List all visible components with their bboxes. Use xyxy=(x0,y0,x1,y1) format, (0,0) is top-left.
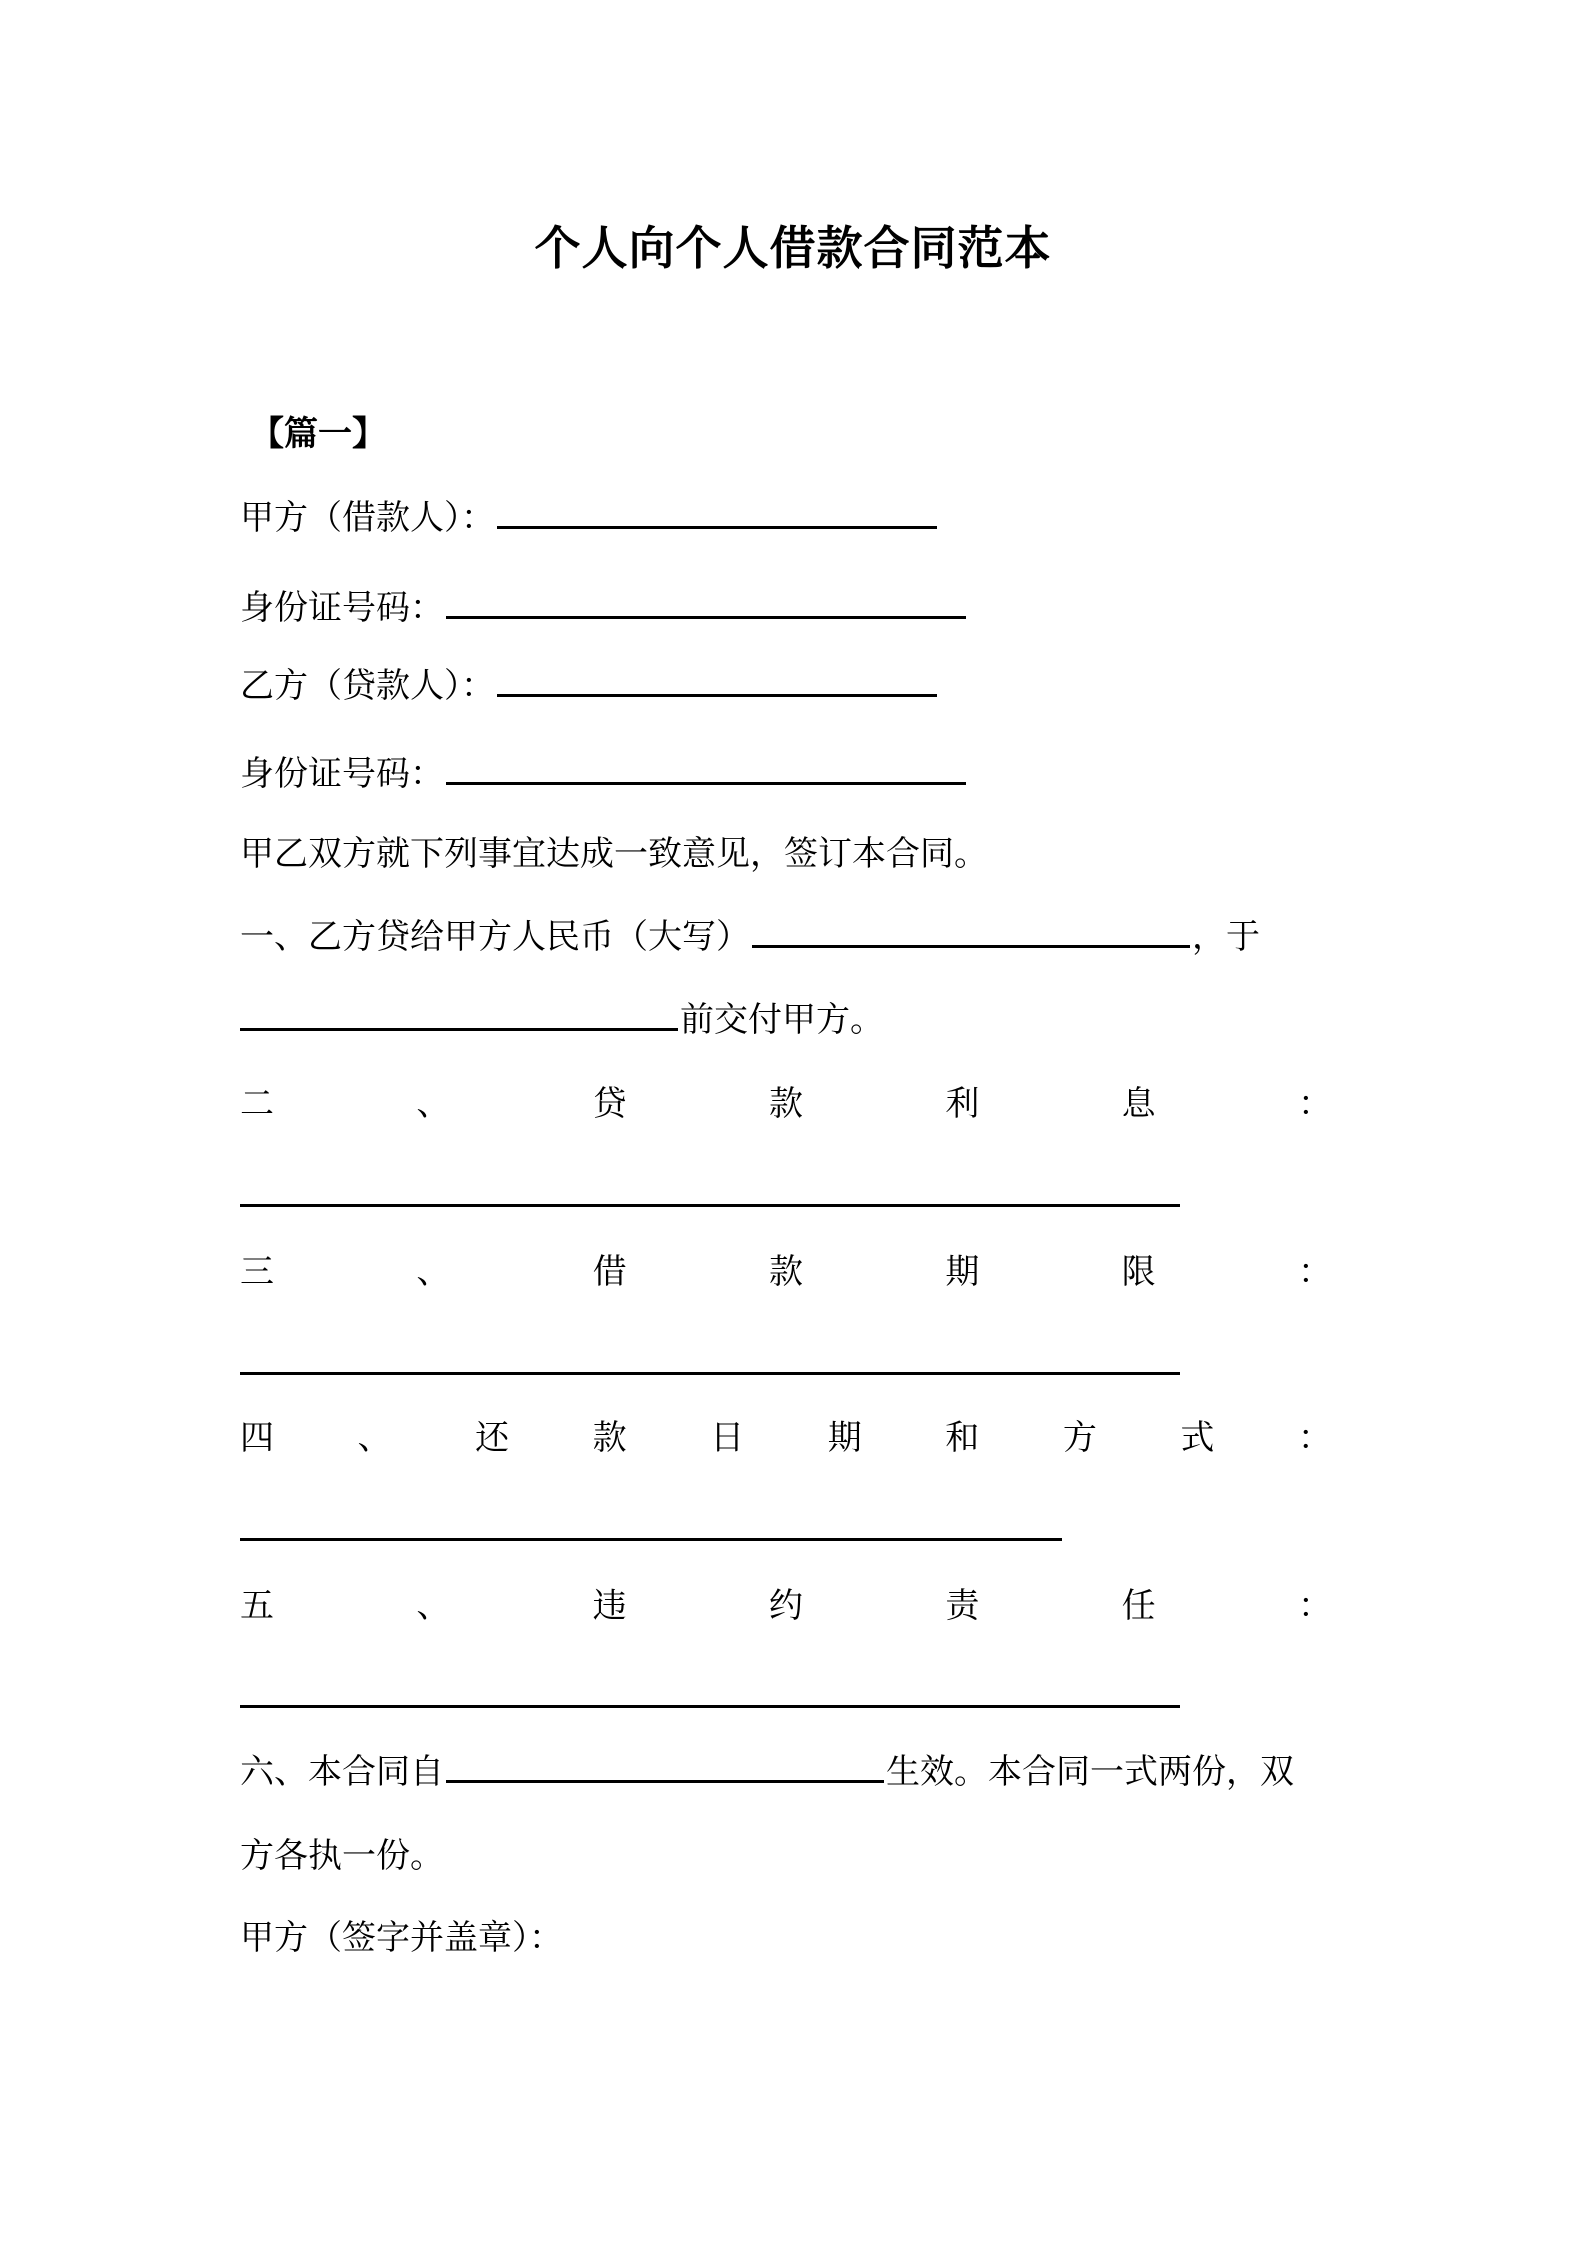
clause-5-blank[interactable] xyxy=(240,1705,1180,1708)
clause-2-char: 款 xyxy=(768,1084,803,1124)
clause-4-char: 日 xyxy=(710,1418,745,1458)
clause-2-char: 利 xyxy=(945,1084,980,1124)
clause-6-suffix: 生效。本合同一式两份，双 xyxy=(886,1752,1294,1792)
clause-2-char: 、 xyxy=(416,1084,451,1124)
clause-5-char: 责 xyxy=(945,1586,980,1626)
clause-5-char: 五 xyxy=(240,1586,274,1626)
clause-3-char: 、 xyxy=(416,1252,451,1292)
clause-5-char: 违 xyxy=(592,1586,627,1626)
clause-2-heading xyxy=(240,1082,1332,1126)
clause-6-date-blank[interactable] xyxy=(446,1750,884,1783)
clause-5-heading xyxy=(240,1584,1332,1628)
clause-4-char: ： xyxy=(1297,1418,1332,1458)
document-title: 个人向个人借款合同范本 xyxy=(534,221,1052,275)
clause-5-char: 、 xyxy=(416,1586,451,1626)
party-b-row xyxy=(240,664,939,708)
clause-4-heading xyxy=(240,1416,1332,1460)
clause-6-row xyxy=(240,1750,1294,1794)
signature-label: 甲方（签字并盖章）： xyxy=(240,1918,563,1958)
clause-6-cont: 方各执一份。 xyxy=(240,1836,444,1876)
clause-3-blank[interactable] xyxy=(240,1372,1180,1375)
clause-1-suffix: 前交付甲方。 xyxy=(680,1000,884,1040)
clause-3-heading xyxy=(240,1250,1332,1294)
clause-2-blank[interactable] xyxy=(240,1204,1180,1207)
clause-1-amount-blank[interactable] xyxy=(752,915,1190,948)
clause-4-blank[interactable] xyxy=(240,1538,1062,1541)
clause-4-char: 四 xyxy=(240,1418,274,1458)
party-a-id-label: 身份证号码： xyxy=(240,588,444,628)
clause-1-row xyxy=(240,915,1260,959)
clause-4-char: 、 xyxy=(357,1418,392,1458)
party-a-row xyxy=(240,496,939,540)
clause-3-char: 借 xyxy=(592,1252,627,1292)
party-b-id-row xyxy=(240,752,968,796)
clause-5-char: ： xyxy=(1297,1586,1332,1626)
clause-1-date-blank[interactable] xyxy=(240,998,678,1031)
clause-1-prefix: 一、乙方贷给甲方人民币（大写） xyxy=(240,917,750,957)
clause-2-char: ： xyxy=(1297,1084,1332,1124)
clause-2-char: 贷 xyxy=(592,1084,627,1124)
clause-3-char: 款 xyxy=(768,1252,803,1292)
clause-1-cont-row xyxy=(240,998,884,1042)
clause-4-char: 方 xyxy=(1062,1418,1097,1458)
section-label: 【篇一】 xyxy=(250,414,386,454)
clause-4-char: 还 xyxy=(475,1418,510,1458)
party-a-id-row xyxy=(240,586,968,630)
clause-2-char: 息 xyxy=(1121,1084,1156,1124)
clause-5-char: 约 xyxy=(768,1586,803,1626)
party-b-blank[interactable] xyxy=(497,664,937,697)
clause-4-char: 和 xyxy=(945,1418,980,1458)
party-a-label: 甲方（借款人）： xyxy=(240,498,495,538)
preamble: 甲乙双方就下列事宜达成一致意见，签订本合同。 xyxy=(240,834,988,874)
clause-1-mid: ，于 xyxy=(1192,917,1260,957)
clause-2-char: 二 xyxy=(240,1084,274,1124)
clause-3-char: 期 xyxy=(945,1252,980,1292)
clause-3-char: 限 xyxy=(1121,1252,1156,1292)
clause-6-prefix: 六、本合同自 xyxy=(240,1752,444,1792)
party-b-id-label: 身份证号码： xyxy=(240,754,444,794)
party-a-id-blank[interactable] xyxy=(446,586,966,619)
party-a-blank[interactable] xyxy=(497,496,937,529)
clause-4-char: 式 xyxy=(1180,1418,1215,1458)
party-b-label: 乙方（贷款人）： xyxy=(240,666,495,706)
clause-4-char: 期 xyxy=(827,1418,862,1458)
clause-3-char: ： xyxy=(1297,1252,1332,1292)
party-b-id-blank[interactable] xyxy=(446,752,966,785)
clause-3-char: 三 xyxy=(240,1252,274,1292)
clause-4-char: 款 xyxy=(592,1418,627,1458)
clause-5-char: 任 xyxy=(1121,1586,1156,1626)
